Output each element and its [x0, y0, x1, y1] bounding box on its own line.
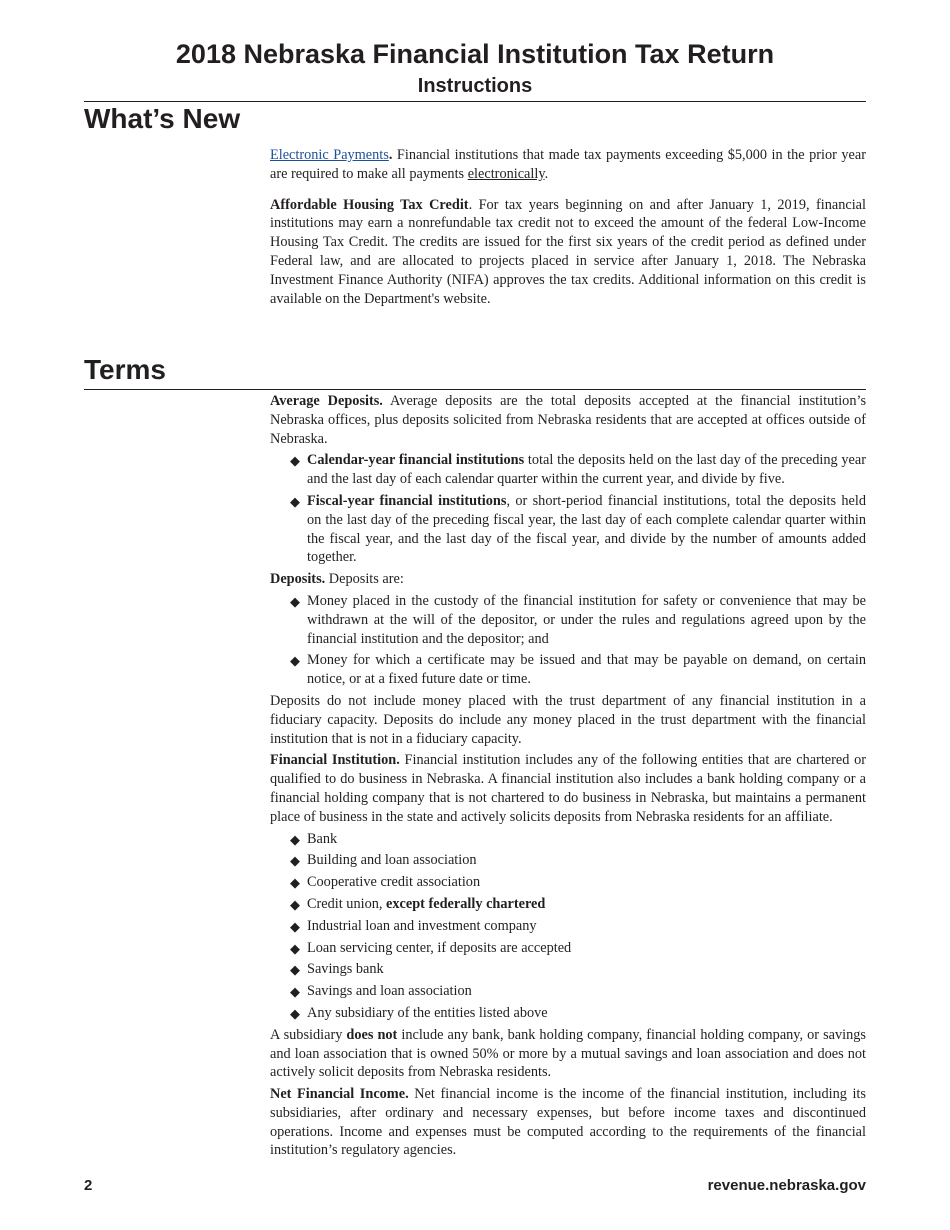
diamond-bullet-icon: ◆ [290, 875, 300, 891]
diamond-bullet-icon: ◆ [290, 918, 300, 934]
terms-heading: Terms [84, 354, 166, 385]
calendar-year-label: Calendar-year financial institutions [307, 452, 525, 469]
list-item [290, 830, 866, 849]
net-financial-income-paragraph [270, 1085, 866, 1160]
electronic-payments-link[interactable]: Electronic Payments [270, 147, 389, 163]
institution-type: Industrial loan and investment company [307, 917, 537, 934]
diamond-bullet-icon: ◆ [290, 593, 300, 609]
institution-type: Savings bank [307, 961, 384, 978]
institution-type: Loan servicing center, if deposits are accepted [307, 939, 572, 956]
list-item [290, 873, 866, 892]
housing-credit-label: Affordable Housing Tax Credit [270, 196, 469, 213]
electronic-payments-text: Financial institutions that made tax payments exceeding $5,000 in the prior year are required to make all payments [270, 147, 866, 182]
subsidiary-text-post: include any bank, bank holding company, financial holding company, or savings and loan association that is owned 50% or more by a mutual savings and loan association and does not actively solicit deposits from Nebraska residents. [270, 1026, 866, 1081]
diamond-bullet-icon: ◆ [290, 962, 300, 978]
terms-section [270, 392, 866, 1160]
institution-type: Bank [307, 830, 338, 847]
diamond-bullet-icon: ◆ [290, 1005, 300, 1021]
diamond-bullet-icon: ◆ [290, 493, 300, 509]
deposits-bullet-text: Money for which a certificate may be issued and that may be payable on demand, on certain notice, or at a fixed future date or time. [307, 652, 866, 688]
financial-institution-text: Financial institution includes any of the following entities that are chartered or qualified to do business in Nebraska. A financial institution also includes a bank holding company or a financial holding company that is not chartered to do business in Nebraska, but maintains a permanent place of business in the state and actively solicits deposits from Nebraska residents for an affiliate. [270, 752, 867, 825]
list-item [290, 492, 866, 567]
financial-institution-paragraph [270, 751, 866, 826]
whats-new-section [270, 146, 866, 308]
net-financial-income-text: Net financial income is the income of the financial institution, including its subsidiaries, after ordinary and necessary expenses, but before income taxes and discontinued operations. Income and expenses must be computed according to the requirements of the financial institution’s regulatory agencies. [270, 1086, 866, 1159]
diamond-bullet-icon: ◆ [290, 653, 300, 669]
diamond-bullet-icon: ◆ [290, 940, 300, 956]
electronic-end: . [544, 165, 549, 182]
average-deposits-paragraph [270, 392, 866, 448]
list-item [290, 939, 866, 958]
diamond-bullet-icon: ◆ [290, 896, 300, 912]
institution-type: Building and loan association [307, 852, 477, 869]
subsidiary-paragraph [270, 1026, 866, 1082]
whats-new-heading: What’s New [84, 103, 241, 134]
list-item [290, 1004, 866, 1023]
page-number: 2 [84, 1177, 93, 1194]
credit-union-exception: except federally chartered [386, 895, 546, 912]
average-deposits-list [290, 451, 866, 567]
diamond-bullet-icon: ◆ [290, 853, 300, 869]
financial-institution-list [290, 830, 866, 1023]
subsidiary-does-not: does not [346, 1026, 398, 1043]
diamond-bullet-icon: ◆ [290, 831, 300, 847]
diamond-bullet-icon: ◆ [290, 453, 300, 469]
page-title: 2018 Nebraska Financial Institution Tax Return [175, 39, 775, 69]
fiscal-year-label: Fiscal-year financial institutions [307, 492, 507, 509]
housing-credit-paragraph [270, 196, 866, 309]
deposits-text: Deposits are: [325, 571, 404, 588]
diamond-bullet-icon: ◆ [290, 984, 300, 1000]
institution-type: Cooperative credit association [307, 874, 481, 891]
list-item [290, 592, 866, 648]
website-footer: revenue.nebraska.gov [707, 1177, 866, 1194]
fiscal-year-text: , or short-period financial institutions, total the deposits held on the last day of the preceding fiscal year, the last day of each complete calendar quarter within the fiscal year, and the last day of the fiscal year, and divide by the number of amounts added together. [307, 492, 866, 566]
deposits-label: Deposits. [270, 571, 326, 588]
institution-type: Savings and loan association [307, 983, 472, 1000]
housing-credit-text: . For tax years beginning on and after January 1, 2019, financial institutions may earn a nonrefundable tax credit not to exceed the amount of the federal Low-Income Housing Tax Credit. The credits are issued for the first six years of the credit period as defined under Federal law, and are allocated to projects placed in service after January 1, 2018. The Nebraska Investment Finance Authority (NIFA) approves the tax credits. Additional information on this credit is available on the Department's website. [270, 196, 866, 307]
list-item [290, 895, 866, 914]
list-item [290, 960, 866, 979]
deposits-paragraph [270, 570, 866, 589]
terms-divider [84, 389, 866, 390]
financial-institution-label: Financial Institution. [270, 752, 400, 769]
net-financial-income-label: Net Financial Income. [270, 1086, 409, 1103]
average-deposits-text: Average deposits are the total deposits accepted at the financial institution’s Nebraska offices, plus deposits solicited from Nebraska residents that are accepted at offices outside of Nebraska. [270, 393, 867, 447]
list-item [290, 651, 866, 689]
list-item [290, 451, 866, 489]
electronic-period: . [388, 147, 393, 163]
average-deposits-label: Average Deposits. [270, 393, 383, 409]
deposits-list [290, 592, 866, 689]
list-item [290, 982, 866, 1001]
calendar-year-text: total the deposits held on the last day of the preceding year and the last day of each calendar quarter within the current year, and divide by five. [307, 452, 866, 488]
deposits-note: Deposits do not include money placed with the trust department of any financial institution in a fiduciary capacity. Deposits do include any money placed in the trust department with the financial institution that is not in a fiduciary capacity. [270, 692, 866, 747]
electronically-link[interactable]: electronically [467, 165, 545, 182]
list-item [290, 851, 866, 870]
list-item [290, 917, 866, 936]
institution-type: Any subsidiary of the entities listed above [307, 1004, 548, 1021]
deposits-bullet-text: Money placed in the custody of the financial institution for safety or convenience that may be withdrawn at the will of the depositor, or under the rules and regulations agreed upon by the financial institution and the depositor; and [307, 592, 866, 647]
page-subtitle: Instructions [417, 75, 533, 97]
institution-type: Credit union, [307, 895, 387, 912]
subsidiary-text-pre: A subsidiary [270, 1026, 347, 1043]
electronic-payments-paragraph [270, 146, 866, 184]
